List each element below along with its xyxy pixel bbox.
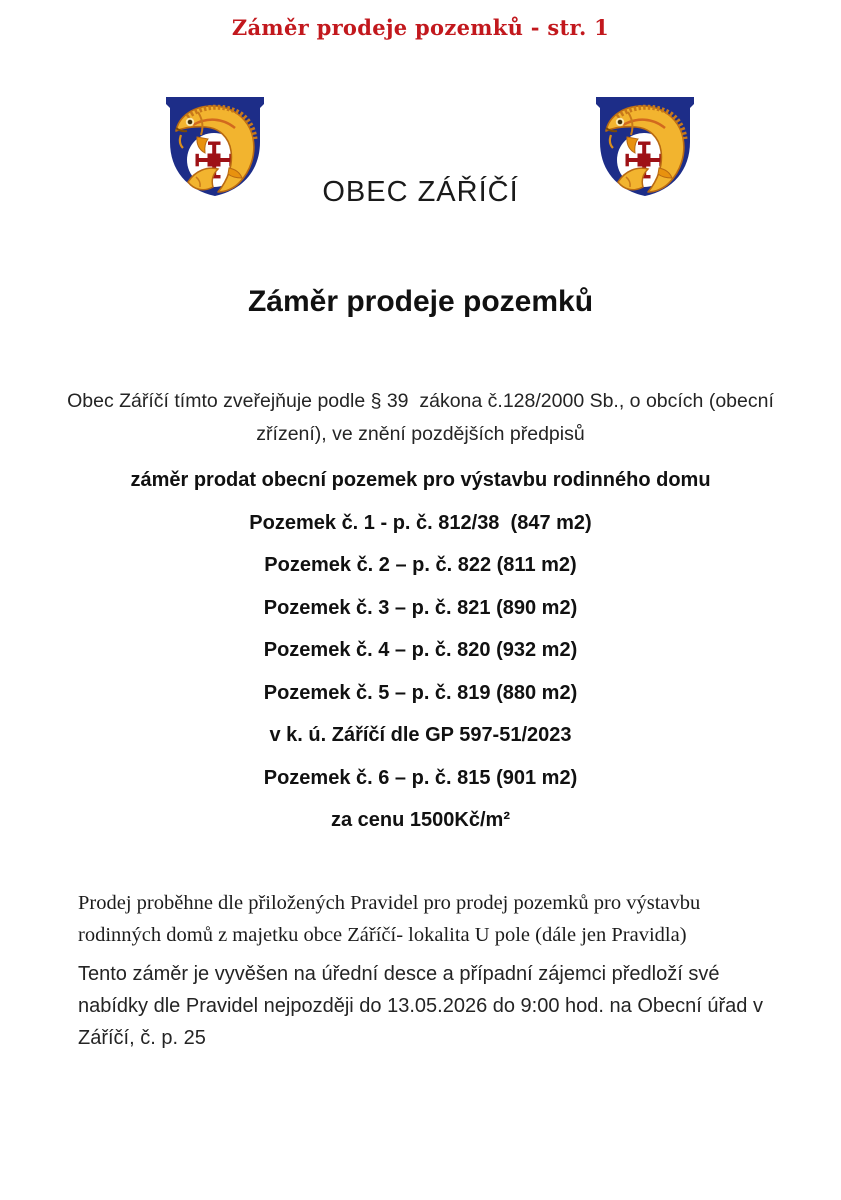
page-title: Záměr prodeje pozemků - str. 1 — [231, 15, 610, 40]
intent-line: záměr prodat obecní pozemek pro výstavbu rodinného domu — [130, 469, 711, 491]
coat-of-arms-icon — [593, 95, 697, 202]
parcel-line-6: Pozemek č. 6 – p. č. 815 (901 m2) — [263, 766, 578, 789]
parcel-line-5: Pozemek č. 5 – p. č. 819 (880 m2) — [263, 681, 578, 704]
parcel-list — [0, 459, 841, 842]
cadastre-line: v k. ú. Záříčí dle GP 597-51/2023 — [269, 724, 572, 746]
price-line: za cenu 1500Kč/m² — [331, 809, 510, 831]
document-title: Záměr prodeje pozemků — [247, 285, 594, 318]
intro-paragraph: Obec Záříčí tímto zveřejňuje podle § 39 zákona č.128/2000 Sb., o obcích (obecní zřízení), ve znění pozdějších předpisů — [67, 390, 780, 445]
notice-paragraph: Tento záměr je vyvěšen na úřední desce a případní zájemci předloží své nabídky dle Pravidel nejpozději do 13.05.2026 do 9:00 hod. na Obecní úřad v Záříčí, č. p. 25 — [78, 962, 763, 1049]
parcel-line-2: Pozemek č. 2 – p. č. 822 (811 m2) — [264, 554, 577, 576]
parcel-line-4: Pozemek č. 4 – p. č. 820 (932 m2) — [263, 639, 578, 661]
rules-paragraph: Prodej proběhne dle přiložených Pravidel pro prodej pozemků pro výstavbu rodinných domů z majetku obce Záříčí- lokalita U pole (dále jen Pravidla) — [78, 891, 701, 946]
municipality-name: OBEC ZÁŘÍČÍ — [322, 176, 519, 208]
coat-of-arms-icon — [163, 95, 267, 202]
parcel-line-1: Pozemek č. 1 - p. č. 812/38 (847 m2) — [249, 511, 592, 534]
parcel-line-3: Pozemek č. 3 – p. č. 821 (890 m2) — [263, 596, 578, 619]
